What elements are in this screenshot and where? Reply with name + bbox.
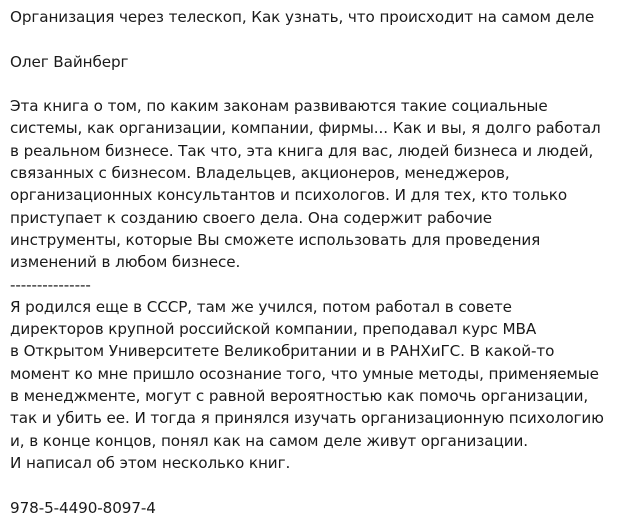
description-line: приступает к созданию своего дела. Она содержит рабочие <box>10 208 493 227</box>
description-line: инструменты, которые Вы сможете использовать для проведения <box>10 230 541 249</box>
book-title: Организация через телескоп, Как узнать, что происходит на самом деле <box>10 8 595 26</box>
description-line: Эта книга о том, по каким законам развиваются такие социальные <box>10 97 548 116</box>
bio-line: и, в конце концов, понял как на самом деле живут организации. <box>10 431 528 450</box>
author-bio <box>10 296 635 474</box>
section-separator: --------------- <box>10 275 91 294</box>
bio-line: в Открытом Университете Великобритании и в РАНХиГС. В какой-то <box>10 342 555 361</box>
bio-line: момент ко мне пришло осознание того, что умные методы, применяемые <box>10 364 599 383</box>
description-line: изменений в любом бизнесе. <box>10 253 241 272</box>
bio-line: так и убить ее. И тогда я принялся изучать организационную психологию <box>10 409 604 428</box>
bio-line: директоров крупной российской компании, преподавал курс MBA <box>10 320 537 339</box>
description-line: организационных консультантов и психологов. И для тех, кто только <box>10 186 568 205</box>
description-line: системы, как организации, компании, фирмы... Как и вы, я долго работал <box>10 119 601 138</box>
description-line: в реальном бизнесе. Так что, эта книга для вас, людей бизнеса и людей, <box>10 141 594 160</box>
bio-line: И написал об этом несколько книг. <box>10 453 291 472</box>
bio-line: Я родился еще в СССР, там же учился, потом работал в совете <box>10 297 512 316</box>
description-line: связанных с бизнесом. Владельцев, акционеров, менеджеров, <box>10 164 510 183</box>
book-author: Олег Вайнберг <box>10 52 129 71</box>
document-body <box>10 6 635 519</box>
spacer <box>10 474 635 496</box>
isbn: 978-5-4490-8097-4 <box>10 498 156 517</box>
spacer <box>10 73 635 95</box>
bio-line: в менеджменте, могут с равной вероятностью как помочь организации, <box>10 387 589 406</box>
spacer <box>10 28 635 50</box>
book-description <box>10 95 635 273</box>
